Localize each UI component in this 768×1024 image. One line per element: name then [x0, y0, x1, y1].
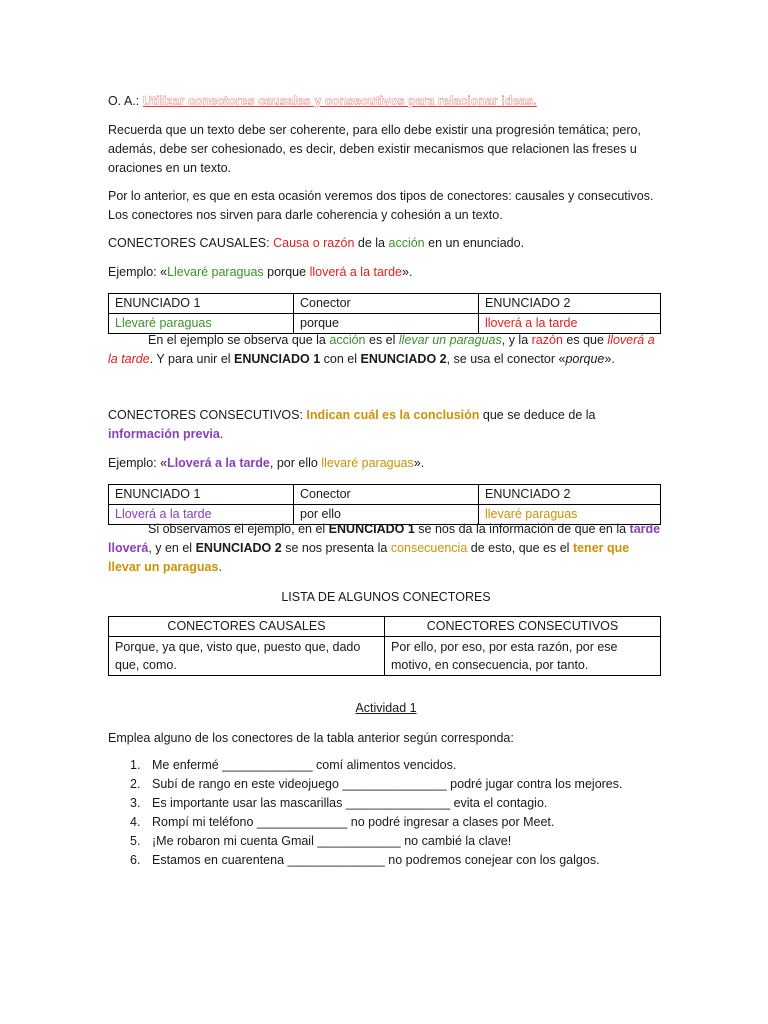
list-item-number: 5.	[130, 834, 141, 848]
list-item-text: Me enfermé _____________ comí alimentos vencidos.	[152, 758, 457, 772]
table-cell: por ello	[294, 505, 479, 525]
causal-explain-llevar: llevar un paraguas	[398, 333, 502, 347]
table-header-cell: ENUNCIADO 1	[109, 485, 294, 505]
consec-explain-text: .	[218, 560, 222, 574]
table-header-row	[109, 294, 661, 314]
consec-def-gold: Indican cuál es la conclusión	[306, 408, 480, 422]
consec-explanation	[108, 520, 664, 577]
causal-example-mid: porque	[267, 265, 307, 279]
consec-explain-tarde: tarde lloverá	[108, 522, 661, 555]
list-item	[108, 794, 664, 813]
causal-explain-llovera: lloverá a la tarde	[108, 333, 655, 366]
causal-explain-text: es que	[566, 333, 604, 347]
consec-explain-text: de esto, que es el	[470, 541, 570, 555]
causal-explain-text: ».	[604, 352, 615, 366]
consec-example-gold: llevaré paraguas	[321, 456, 414, 470]
consec-def-end: .	[219, 427, 224, 441]
consec-explain-e2: ENUNCIADO 2	[195, 541, 282, 555]
consec-definition	[108, 406, 664, 444]
objective	[108, 92, 664, 111]
table-cell: lloverá a la tarde	[479, 314, 661, 334]
table-header-cell: ENUNCIADO 2	[479, 485, 661, 505]
causal-example	[108, 263, 664, 282]
list-title: LISTA DE ALGUNOS CONECTORES	[281, 590, 491, 604]
causal-definition	[108, 234, 664, 253]
causal-explain-text: con el	[323, 352, 357, 366]
consec-explain-text: Si observamos el ejemplo, en el	[148, 522, 326, 536]
list-item	[108, 813, 664, 832]
list-item-number: 1.	[130, 758, 141, 772]
list-item-text: Es importante usar las mascarillas _______________ evita el contagio.	[152, 796, 548, 810]
causal-explain-razon: razón	[531, 333, 563, 347]
consec-explain-text: se nos da la información de que en la	[418, 522, 627, 536]
consec-explain-text: , y en el	[148, 541, 193, 555]
table-header-cell: Conector	[294, 485, 479, 505]
list-item-text: Estamos en cuarentena ______________ no podremos conejear con los galgos.	[152, 853, 600, 867]
consec-def-mid: que se deduce de la	[482, 408, 596, 422]
list-item-number: 2.	[130, 777, 141, 791]
list-item-number: 6.	[130, 853, 141, 867]
causal-def-mid: de la	[357, 236, 386, 250]
causal-example-end: ».	[402, 265, 413, 279]
causal-example-label: Ejemplo: «	[108, 265, 168, 279]
list-item	[108, 756, 664, 775]
causal-explain-text: En el ejemplo se observa que la	[148, 333, 326, 347]
list-item-text: Subí de rango en este videojuego _______________ podré jugar contra los mejores.	[152, 777, 623, 791]
table-cell: Lloverá a la tarde	[109, 505, 294, 525]
consec-def-purple: información previa	[108, 427, 220, 441]
intro-paragraph-1: Recuerda que un texto debe ser coherente, para ello debe existir una progresión temática; pero, además, debe ser cohesionado, es decir, deben existir mecanismos que relacionen las freses u oraciones en un texto.	[108, 123, 641, 175]
causal-def-green: acción	[388, 236, 425, 250]
table-cell: llevaré paraguas	[479, 505, 661, 525]
intro-paragraph-2: Por lo anterior, es que en esta ocasión veremos dos tipos de conectores: causales y consecutivos. Los conectores nos sirven para darle coherencia y cohesión a un texto.	[108, 189, 654, 222]
consec-explain-e1: ENUNCIADO 1	[328, 522, 415, 536]
causal-def-end: en un enunciado.	[428, 236, 525, 250]
consec-example-table	[108, 484, 661, 525]
consec-example	[108, 454, 664, 473]
causal-explain-text: , y la	[501, 333, 529, 347]
table-header-cell: ENUNCIADO 2	[479, 294, 661, 314]
causal-explain-text: , se usa el conector «	[446, 352, 566, 366]
list-item-number: 4.	[130, 815, 141, 829]
table-header-row	[109, 485, 661, 505]
list-item-text: ¡Me robaron mi cuenta Gmail ____________ no cambié la clave!	[152, 834, 512, 848]
causal-explain-text: es el	[369, 333, 396, 347]
list-item-text: Rompí mi teléfono _____________ no podré ingresar a clases por Meet.	[152, 815, 555, 829]
consec-explain-tener: tener que llevar un paraguas	[108, 541, 630, 574]
causal-explain-e2: ENUNCIADO 2	[360, 352, 447, 366]
causal-example-green: Llevaré paraguas	[167, 265, 264, 279]
list-item-number: 3.	[130, 796, 141, 810]
activity-title: Actividad 1	[355, 701, 417, 715]
consec-explain-consecuencia: consecuencia	[390, 541, 468, 555]
consec-example-mid: , por ello	[269, 456, 318, 470]
causal-example-red: lloverá a la tarde	[309, 265, 402, 279]
table-header-cell: CONECTORES CAUSALES	[109, 617, 385, 637]
consec-explain-text: se nos presenta la	[285, 541, 388, 555]
causal-def-red: Causa o razón	[273, 236, 355, 250]
causal-heading: CONECTORES CAUSALES:	[108, 236, 270, 250]
table-header-cell: ENUNCIADO 1	[109, 294, 294, 314]
table-header-cell: CONECTORES CONSECUTIVOS	[385, 617, 661, 637]
causal-example-table	[108, 293, 661, 334]
table-cell: Por ello, por eso, por esta razón, por ese motivo, en consecuencia, por tanto.	[385, 637, 661, 676]
activity-list	[108, 756, 664, 870]
causal-explain-porque: porque	[565, 352, 605, 366]
table-header-cell: Conector	[294, 294, 479, 314]
causal-explanation	[108, 331, 664, 369]
consec-heading: CONECTORES CONSECUTIVOS:	[108, 408, 303, 422]
consec-example-purple: Lloverá a la tarde	[167, 456, 270, 470]
table-cell: Porque, ya que, visto que, puesto que, dado que, como.	[109, 637, 385, 676]
table-row	[109, 637, 661, 676]
list-item	[108, 775, 664, 794]
consec-example-end: ».	[413, 456, 425, 470]
objective-label: O. A.:	[108, 94, 140, 108]
list-item	[108, 851, 664, 870]
causal-explain-text: . Y para unir el	[149, 352, 231, 366]
consec-example-label: Ejemplo: «	[108, 456, 168, 470]
causal-explain-accion: acción	[329, 333, 366, 347]
causal-explain-e1: ENUNCIADO 1	[234, 352, 321, 366]
table-cell: Llevaré paraguas	[109, 314, 294, 334]
table-cell: porque	[294, 314, 479, 334]
connectors-list-table	[108, 616, 661, 676]
activity-instruction: Emplea alguno de los conectores de la tabla anterior según corresponda:	[108, 731, 514, 745]
list-item	[108, 832, 664, 851]
objective-text: Utilizar conectores causales y consecutivos para relacionar ideas.	[142, 94, 537, 108]
table-header-row	[109, 617, 661, 637]
